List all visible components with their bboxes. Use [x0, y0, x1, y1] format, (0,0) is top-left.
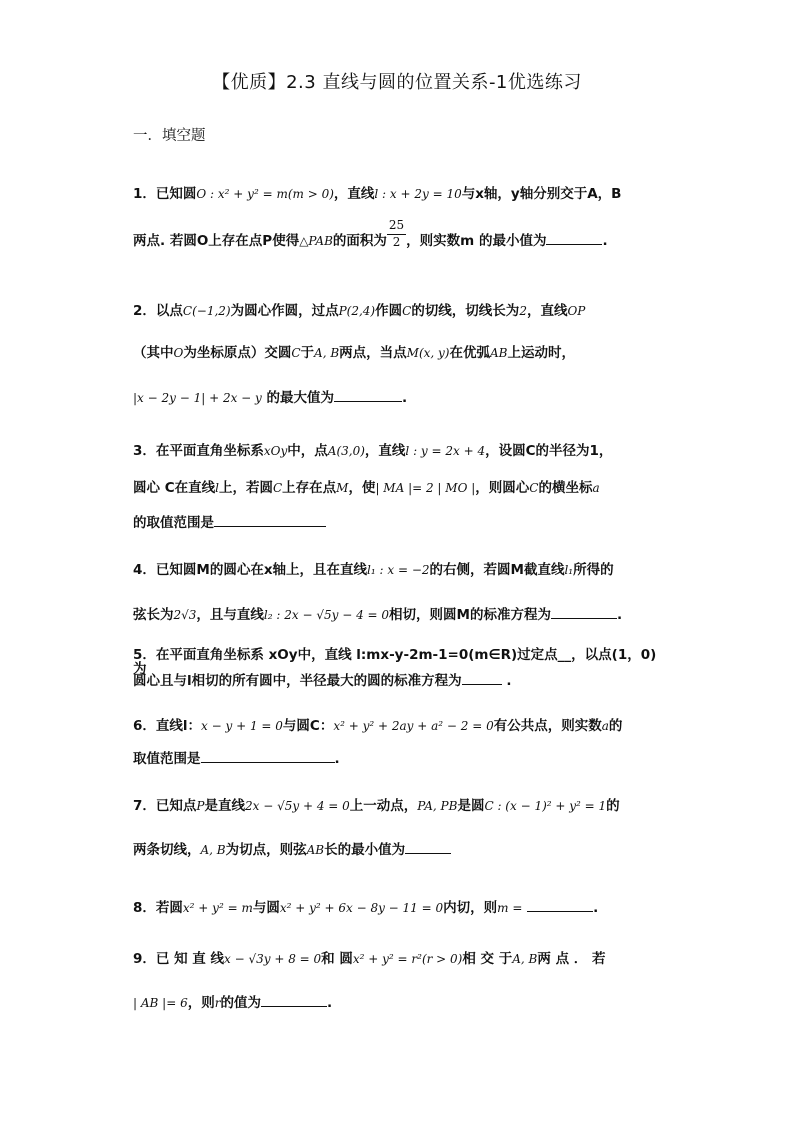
question-4-line-2: 弦长为2√3，且与直线l₂ : 2x − √5y − 4 = 0相切，则圆M的标准方程为 .: [133, 607, 623, 623]
answer-blank[interactable]: [201, 750, 335, 763]
section-heading: 一．填空题: [133, 128, 206, 144]
question-7-line-1: 7．已知点P是直线2x − √5y + 4 = 0上一动点，PA, PB是圆C : (x − 1)² + y² = 1的: [133, 798, 620, 814]
question-2-line-2: （其中O为坐标原点）交圆C于A, B两点，当点M(x, y)在优弧AB上运动时，: [133, 345, 575, 361]
math-circle-o: O : x² + y² = m(m > 0): [196, 187, 334, 201]
question-6-line-2: 取值范围是 .: [133, 751, 340, 767]
question-3-line-3: 的取值范围是: [133, 514, 663, 531]
question-8-line-1: 8．若圆x² + y² = m与圆x² + y² + 6x − 8y − 11 = 0内切，则m = .: [133, 900, 599, 916]
question-9-line-2: | AB |= 6，则r的值为 .: [133, 995, 333, 1011]
question-5-line-2: 圆心且与l相切的所有圆中，半径最大的圆的标准方程为 .: [133, 673, 512, 689]
math-line-l: l : x + 2y = 10: [374, 187, 462, 201]
answer-blank[interactable]: [334, 389, 402, 402]
question-5-line-1: 5．在平面直角坐标系 xOy中，直线 l:mx-y-2m-1=0(m∈R)过定点__，以点(1，0)为: [133, 647, 657, 677]
page-title: 【优质】2.3 直线与圆的位置关系-1优选练习: [212, 72, 582, 93]
question-1-line-1: 1．已知圆O : x² + y² = m(m > 0)，直线l : x + 2y = 10与x轴，y轴分别交于A，B: [133, 186, 622, 202]
question-1-line-2: 两点. 若圆O上存在点P使得△PAB的面积为 $\frac{25}{2}$ ，则实数m 的最小值为 .: [133, 218, 608, 250]
question-4-line-1: 4．已知圆M的圆心在x轴上，且在直线l₁ : x = −2的右侧，若圆M截直线l₁所得的: [133, 562, 614, 578]
answer-blank[interactable]: [214, 514, 326, 527]
question-7-line-2: 两条切线，A, B为切点，则弦AB长的最小值为: [133, 841, 663, 858]
question-3-line-1: 3．在平面直角坐标系xOy中，点A(3,0)，直线l : y = 2x + 4，设圆C的半径为1，: [133, 443, 613, 459]
question-6-line-1: 6．直线l：x − y + 1 = 0与圆C：x² + y² + 2ay + a² − 2 = 0有公共点，则实数a的: [133, 718, 623, 734]
question-2-line-3: |x − 2y − 1| + 2x − y 的最大值为 .: [133, 390, 408, 406]
answer-blank[interactable]: [462, 672, 502, 685]
question-2-line-1: 2．以点C(−1,2)为圆心作圆，过点P(2,4)作圆C的切线，切线长为2，直线OP: [133, 303, 586, 319]
fraction-25-over-2: $\frac{25}{2}$: [388, 218, 405, 249]
answer-blank[interactable]: [405, 841, 451, 854]
answer-blank[interactable]: [546, 232, 602, 245]
answer-blank[interactable]: [527, 899, 593, 912]
answer-blank[interactable]: [261, 994, 327, 1007]
question-9-line-1: 9．已 知 直 线x − √3y + 8 = 0和 圆x² + y² = r²(r > 0)相 交 于A, B两 点 ． 若: [133, 951, 606, 967]
answer-blank[interactable]: [551, 606, 617, 619]
question-3-line-2: 圆心 C在直线l上，若圆C上存在点M，使| MA |= 2 | MO |，则圆心C的横坐标a: [133, 480, 600, 496]
